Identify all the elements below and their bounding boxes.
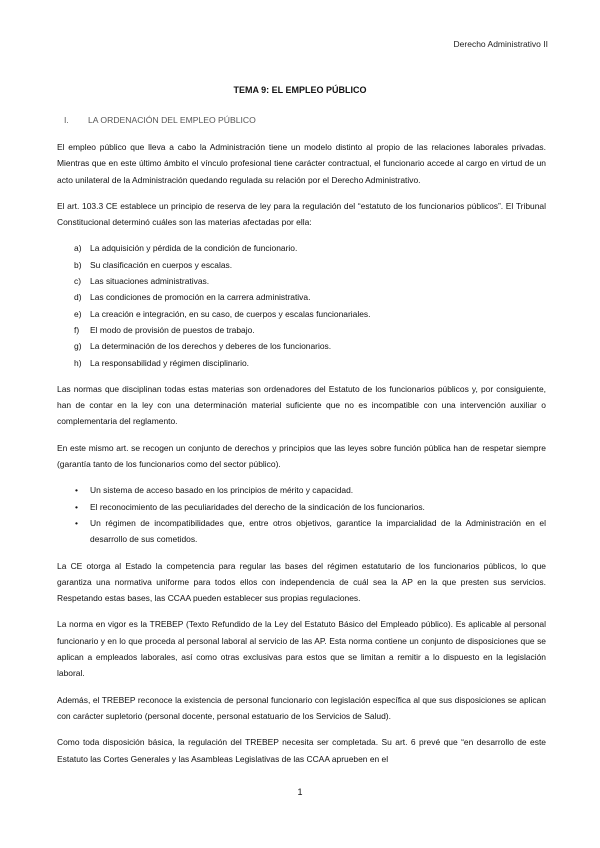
page-number: 1 bbox=[297, 787, 303, 797]
list-marker: c) bbox=[74, 276, 82, 287]
paragraph: El empleo público que lleva a cabo la Administración tiene un modelo distinto al propio de las relaciones laborales privadas. Mientras que en este último ámbito el vínculo profesional tiene carácter contractual, el funcionario accede al cargo en virtud de un acto unilateral de la Administración quedando regulada su relación por el Derecho Administrativo. bbox=[57, 142, 546, 185]
paragraph: La CE otorga al Estado la competencia para regular las bases del régimen estatutario de los funcionarios públicos, lo que garantiza una normativa uniforme para todos ellos con independencia de cuál sea la AP en la que presten sus servicios. Respetando estas bases, las CCAA pueden establecer sus propias regulaciones. bbox=[57, 560, 546, 604]
list-item bbox=[57, 355, 546, 371]
list-item-text: La creación e integración, en su caso, de cuerpos y escalas funcionariales. bbox=[90, 308, 371, 319]
bullet-dot-icon: • bbox=[75, 485, 78, 496]
list-item-text: La responsabilidad y régimen disciplinario. bbox=[90, 357, 249, 368]
list-item bbox=[57, 289, 546, 305]
list-item bbox=[57, 322, 546, 338]
list-item bbox=[57, 515, 546, 548]
list-item-text: Las situaciones administrativas. bbox=[90, 276, 210, 287]
list-item-text: La adquisición y pérdida de la condición de funcionario. bbox=[90, 243, 298, 254]
list-marker: a) bbox=[74, 243, 82, 254]
document-body bbox=[57, 139, 546, 777]
paragraph: La norma en vigor es la TREBEP (Texto Refundido de la Ley del Estatuto Básico del Empleado público). Es aplicable al personal funcionario y en lo que proceda al personal laboral al servicio de las AP. Esta norma contiene un conjunto de disposiciones que se aplican a empleados laborales, así como otras exclusivas para estos que se limitan a remitir a lo dispuesto en la legislación laboral. bbox=[57, 619, 546, 679]
list-marker: f) bbox=[74, 324, 80, 335]
list-item bbox=[57, 240, 546, 256]
list-marker: g) bbox=[74, 341, 82, 352]
list-item-text: Su clasificación en cuerpos y escalas. bbox=[90, 259, 233, 270]
section-title: LA ORDENACIÓN DEL EMPLEO PÚBLICO bbox=[88, 115, 256, 125]
list-marker: d) bbox=[74, 292, 82, 303]
list-item bbox=[57, 273, 546, 289]
list-marker: h) bbox=[74, 357, 82, 368]
bullet-dot-icon: • bbox=[75, 517, 78, 528]
list-marker: e) bbox=[74, 308, 82, 319]
paragraph: Como toda disposición básica, la regulación del TREBEP necesita ser completada. Su art. 6 prevé que “en desarrollo de este Estatuto las Cortes Generales y las Asambleas Legislativas de las CCAA aprueben en el bbox=[57, 737, 546, 764]
materias-list bbox=[57, 240, 546, 370]
list-item-text: Un sistema de acceso basado en los principios de mérito y capacidad. bbox=[90, 485, 354, 496]
list-item-text: La determinación de los derechos y deberes de los funcionarios. bbox=[90, 341, 332, 352]
list-item-text: Un régimen de incompatibilidades que, entre otros objetivos, garantice la imparcialidad de la Administración en el desarrollo de sus cometidos. bbox=[90, 517, 546, 545]
list-item bbox=[57, 499, 546, 515]
paragraph: El art. 103.3 CE establece un principio de reserva de ley para la regulación del “estatuto de los funcionarios públicos”. El Tribunal Constitucional determinó cuáles son las materias afectadas por ella: bbox=[57, 200, 546, 228]
page-title: TEMA 9: EL EMPLEO PÚBLICO bbox=[233, 85, 367, 95]
list-item-text: El modo de provisión de puestos de trabajo. bbox=[90, 324, 255, 335]
running-header: Derecho Administrativo II bbox=[453, 39, 548, 49]
list-item-text: Las condiciones de promoción en la carrera administrativa. bbox=[90, 292, 311, 303]
list-item bbox=[57, 338, 546, 354]
list-marker: b) bbox=[74, 259, 82, 270]
bullet-dot-icon: • bbox=[75, 501, 78, 512]
list-item bbox=[57, 306, 546, 322]
section-number: I. bbox=[64, 115, 69, 125]
section-heading bbox=[64, 115, 256, 125]
paragraph: Las normas que disciplinan todas estas materias son ordenadores del Estatuto de los funcionarios públicos y, por consiguiente, han de contar en la ley con una determinación material suficiente que no es incompatible con una intervención auxiliar o complementaria del reglamento. bbox=[57, 383, 546, 427]
paragraph: Además, el TREBEP reconoce la existencia de personal funcionario con legislación específica al que sus disposiciones se aplican con carácter supletorio (personal docente, personal estatuario de los Servicios de Salud). bbox=[57, 694, 546, 721]
list-item bbox=[57, 482, 546, 498]
paragraph: En este mismo art. se recogen un conjunto de derechos y principios que las leyes sobre función pública han de respetar siempre (garantía tanto de los funcionarios como del sector público). bbox=[57, 442, 546, 470]
list-item-text: El reconocimiento de las peculiaridades del derecho de la sindicación de los funcionarios. bbox=[90, 501, 425, 512]
garantias-list bbox=[57, 482, 546, 547]
list-item bbox=[57, 257, 546, 273]
